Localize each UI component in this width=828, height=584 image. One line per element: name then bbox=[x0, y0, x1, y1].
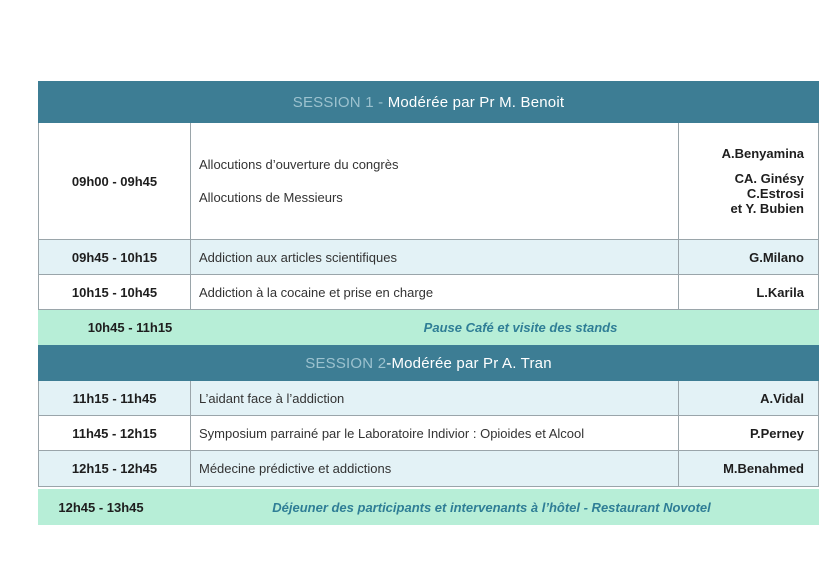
table-row bbox=[38, 275, 819, 310]
title-cell: Médecine prédictive et addictions bbox=[190, 451, 678, 486]
session-2-dash: - bbox=[386, 354, 392, 372]
speaker-line: et Y. Bubien bbox=[730, 201, 804, 216]
break-row bbox=[38, 489, 819, 525]
title-cell: L’aidant face à l’addiction bbox=[190, 381, 678, 415]
time-cell: 10h15 - 10h45 bbox=[71, 284, 158, 300]
time-cell: 12h15 - 12h45 bbox=[71, 461, 158, 476]
time-cell: 11h15 - 11h45 bbox=[72, 390, 157, 406]
title-cell: Addiction à la cocaine et prise en charge bbox=[190, 275, 678, 309]
break-row bbox=[38, 310, 819, 345]
speaker-line: CA. Ginésy bbox=[734, 171, 804, 186]
speaker-cell: P.Perney bbox=[678, 416, 818, 450]
speaker-line: A.Benyamina bbox=[721, 146, 804, 161]
speaker-line: C.Estrosi bbox=[746, 186, 804, 201]
title-line: Allocutions de Messieurs bbox=[199, 190, 343, 205]
table-row bbox=[38, 416, 819, 451]
break-label: Pause Café et visite des stands bbox=[423, 320, 618, 335]
title-cell bbox=[190, 123, 678, 239]
time-cell: 09h00 - 09h45 bbox=[71, 173, 158, 189]
time-cell: 09h45 - 10h15 bbox=[71, 249, 158, 265]
speaker-cell: A.Vidal bbox=[678, 381, 818, 415]
session-2-moderator: Modérée par Pr A. Tran bbox=[391, 354, 552, 372]
time-cell: 10h45 - 11h15 bbox=[87, 320, 173, 335]
table-row bbox=[38, 240, 819, 275]
break-label: Déjeuner des participants et intervenants à l’hôtel - Restaurant Novotel bbox=[272, 499, 711, 515]
session-1-moderator: Modérée par Pr M. Benoit bbox=[387, 93, 565, 111]
speaker-cell: L.Karila bbox=[678, 275, 818, 309]
time-cell: 11h45 - 12h15 bbox=[72, 425, 157, 441]
speaker-cell bbox=[678, 123, 818, 239]
table-row bbox=[38, 451, 819, 487]
time-cell: 12h45 - 13h45 bbox=[58, 499, 144, 515]
session-1-prefix: SESSION 1 - bbox=[292, 93, 384, 111]
speaker-cell: M.Benahmed bbox=[678, 451, 818, 486]
table-row bbox=[38, 123, 819, 240]
speaker-cell: G.Milano bbox=[678, 240, 818, 274]
session-2-prefix: SESSION 2 bbox=[305, 354, 387, 372]
title-cell: Addiction aux articles scientifiques bbox=[190, 240, 678, 274]
table-row bbox=[38, 381, 819, 416]
session-2-header bbox=[38, 345, 819, 381]
title-line: Allocutions d’ouverture du congrès bbox=[199, 157, 399, 172]
session-1-header bbox=[38, 81, 819, 123]
title-cell: Symposium parrainé par le Laboratoire Indivior : Opioides et Alcool bbox=[190, 416, 678, 450]
